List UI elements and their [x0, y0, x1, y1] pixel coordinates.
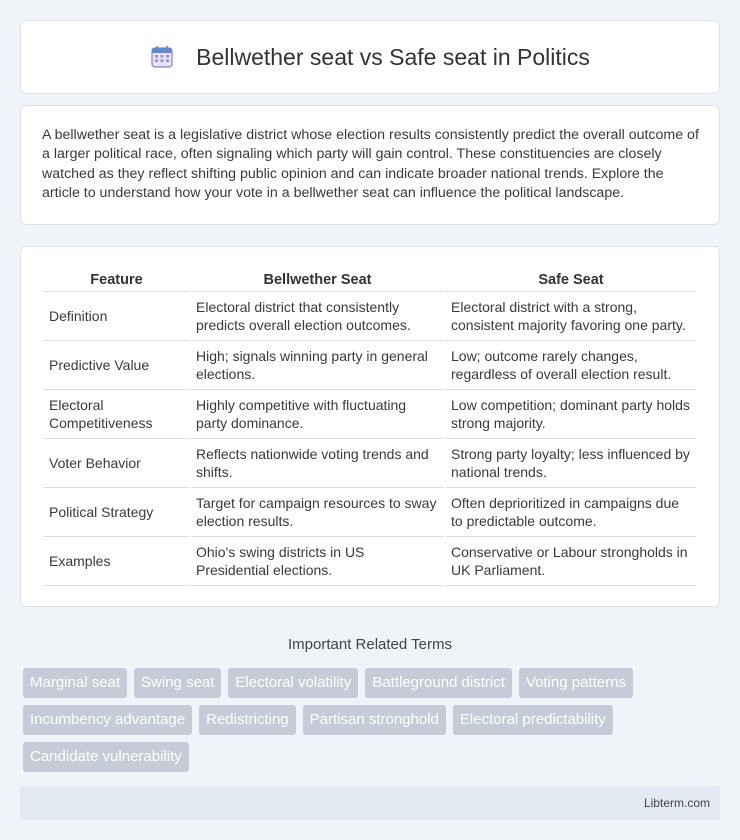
row-feature: Predictive Value — [44, 341, 189, 390]
row-safe: Electoral district with a strong, consistent majority favoring one party. — [446, 292, 696, 341]
row-bellwether: Electoral district that consistently predicts overall election outcomes. — [191, 292, 444, 341]
row-feature: Examples — [44, 537, 189, 586]
row-feature: Voter Behavior — [44, 439, 189, 488]
footer — [20, 786, 720, 820]
row-feature: Definition — [44, 292, 189, 341]
tag-electoral-predictability[interactable]: Electoral predictability — [453, 705, 613, 735]
table-row — [44, 341, 696, 390]
calendar-icon — [150, 45, 174, 69]
tag-marginal-seat[interactable]: Marginal seat — [23, 668, 127, 698]
tag-electoral-volatility[interactable]: Electoral volatility — [228, 668, 358, 698]
row-bellwether: Highly competitive with fluctuating party dominance. — [191, 390, 444, 439]
related-terms-list — [20, 668, 720, 772]
tag-voting-patterns[interactable]: Voting patterns — [519, 668, 633, 698]
tag-partisan-stronghold[interactable]: Partisan stronghold — [303, 705, 446, 735]
table-row — [44, 439, 696, 488]
related-terms-title: Important Related Terms — [288, 635, 452, 653]
row-safe: Low competition; dominant party holds strong majority. — [446, 390, 696, 439]
table-row — [44, 292, 696, 341]
tag-swing-seat[interactable]: Swing seat — [134, 668, 221, 698]
comparison-table — [42, 269, 698, 586]
header-feature: Feature — [44, 269, 189, 292]
row-feature: Electoral Competitiveness — [44, 390, 189, 439]
title-card — [20, 20, 720, 94]
row-bellwether: Ohio's swing districts in US Presidential elections. — [191, 537, 444, 586]
row-safe: Strong party loyalty; less influenced by national trends. — [446, 439, 696, 488]
row-safe: Conservative or Labour strongholds in UK Parliament. — [446, 537, 696, 586]
row-safe: Low; outcome rarely changes, regardless of overall election result. — [446, 341, 696, 390]
row-bellwether: Reflects nationwide voting trends and shifts. — [191, 439, 444, 488]
table-row — [44, 390, 696, 439]
tag-candidate-vulnerability[interactable]: Candidate vulnerability — [23, 742, 189, 772]
comparison-card — [20, 246, 720, 607]
row-bellwether: High; signals winning party in general elections. — [191, 341, 444, 390]
footer-site-link[interactable]: Libterm.com — [643, 795, 710, 810]
tag-redistricting[interactable]: Redistricting — [199, 705, 296, 735]
table-row — [44, 537, 696, 586]
header-bellwether: Bellwether Seat — [191, 269, 444, 292]
row-feature: Political Strategy — [44, 488, 189, 537]
row-bellwether: Target for campaign resources to sway election results. — [191, 488, 444, 537]
tag-incumbency-advantage[interactable]: Incumbency advantage — [23, 705, 192, 735]
intro-text: A bellwether seat is a legislative district whose election results consistently predict the overall outcome of a larger political race, often signaling which party will gain control. These constituencies are closely watched as they reflect shifting public opinion and can indicate broader national trends. Explore the article to understand how your vote in a bellwether seat can influence the political landscape. — [42, 127, 699, 202]
row-safe: Often deprioritized in campaigns due to predictable outcome. — [446, 488, 696, 537]
table-row — [44, 488, 696, 537]
table-header-row — [44, 269, 696, 292]
page-title: Bellwether seat vs Safe seat in Politics — [196, 43, 590, 70]
tag-battleground-district[interactable]: Battleground district — [365, 668, 512, 698]
intro-card — [20, 105, 720, 225]
header-safe: Safe Seat — [446, 269, 696, 292]
